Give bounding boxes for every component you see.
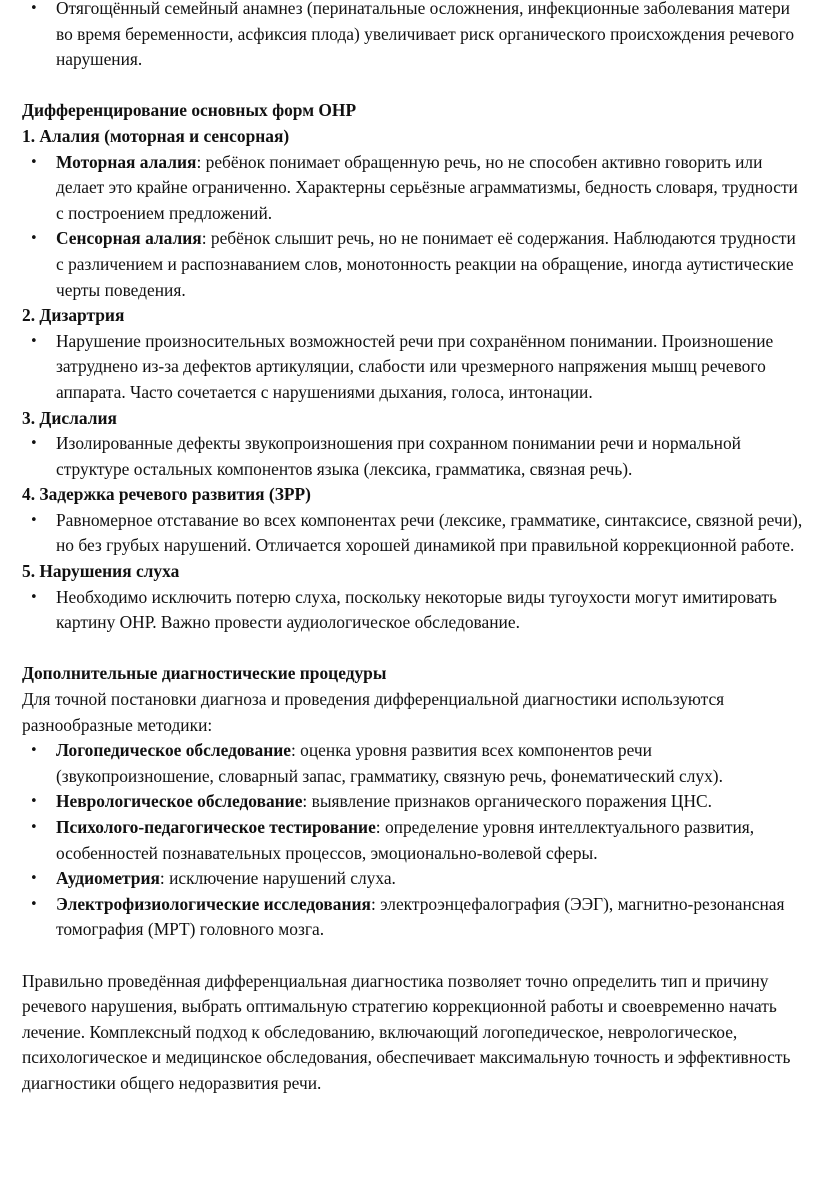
section-title-differentiation: Дифференцирование основных форм ОНР: [22, 100, 357, 121]
section-title-procedures: Дополнительные диагностические процедуры: [22, 663, 387, 684]
intro-list: [22, 0, 806, 73]
term: Моторная алалия: [56, 151, 197, 172]
list-item: • Моторная алалия: ребёнок понимает обращенную речь, но не способен активно говорить или делает это крайне ограниченно. Характерны серьёзные аграмматизмы, бедность словаря, трудности с построением предложений.: [22, 150, 806, 227]
term: Сенсорная алалия: [56, 228, 202, 249]
list-item: • Логопедическое обследование: оценка уровня развития всех компонентов речи (звукопроизношение, словарный запас, грамматику, связную речь, фонематический слух).: [22, 738, 806, 789]
alalia-list: [22, 150, 806, 304]
term: Электрофизиологические исследования: [56, 893, 371, 914]
list-item: • Сенсорная алалия: ребёнок слышит речь, но не понимает её содержания. Наблюдаются трудности с различением и распознаванием слов, монотонность реакции на обращение, иногда аутистические черты поведения.: [22, 226, 806, 303]
list-item: • Нарушение произносительных возможностей речи при сохранённом понимании. Произношение затруднено из-за дефектов артикуляции, слабости или чрезмерного напряжения мышц речевого аппарата. Часто сочетается с нарушениями дыхания, голоса, интонации.: [22, 329, 806, 406]
conclusion-paragraph: Правильно проведённая дифференциальная диагностика позволяет точно определить тип и причину речевого нарушения, выбрать оптимальную стратегию коррекционной работы и своевременно начать лечение. Комплексный подход к обследованию, включающий логопедическое, неврологическое, психологическое и медицинское обследования, обеспечивает максимальную точность и эффективность диагностики общего недоразвития речи.: [22, 970, 791, 1093]
list-item: • Аудиометрия: исключение нарушений слуха.: [22, 866, 806, 892]
list-item: • Психолого-педагогическое тестирование: определение уровня интеллектуального развития, особенностей познавательных процессов, эмоционально-волевой сферы.: [22, 815, 806, 866]
procedures-list: [22, 738, 806, 943]
zrr-list: [22, 508, 806, 559]
procedures-intro: Для точной постановки диагноза и проведения дифференциальной диагностики используются разнообразные методики:: [22, 689, 725, 735]
heading-zrr: 4. Задержка речевого развития (ЗРР): [22, 484, 311, 505]
term: Психолого-педагогическое тестирование: [56, 817, 376, 837]
dysarthria-list: [22, 329, 806, 406]
hearing-list: [22, 585, 806, 636]
term: Логопедическое обследование: [56, 740, 291, 761]
list-item: • Равномерное отставание во всех компонентах речи (лексике, грамматике, синтаксисе, связной речи), но без грубых нарушений. Отличается хорошей динамикой при правильной коррекционной работе.: [22, 508, 806, 559]
list-item: • Необходимо исключить потерю слуха, поскольку некоторые виды тугоухости могут имитировать картину ОНР. Важно провести аудиологическое обследование.: [22, 585, 806, 636]
dyslalia-list: [22, 431, 806, 482]
heading-alalia: 1. Алалия (моторная и сенсорная): [22, 125, 290, 146]
list-item: • Электрофизиологические исследования: электроэнцефалография (ЭЭГ), магнитно-резонансная томография (МРТ) головного мозга.: [22, 892, 806, 943]
list-item: • Изолированные дефекты звукопроизношения при сохранном понимании речи и нормальной структуре остальных компонентов языка (лексика, грамматика, связная речь).: [22, 431, 806, 482]
heading-hearing: 5. Нарушения слуха: [22, 561, 180, 582]
term: Аудиометрия: [56, 868, 160, 889]
heading-dysarthria: 2. Дизартрия: [22, 305, 125, 326]
term: Неврологическое обследование: [56, 791, 303, 812]
list-item: • Неврологическое обследование: выявление признаков органического поражения ЦНС.: [22, 789, 806, 815]
list-item: • Отягощённый семейный анамнез (перинатальные осложнения, инфекционные заболевания матери во время беременности, асфиксия плода) увеличивает риск органического происхождения речевого нарушения.: [22, 0, 806, 73]
heading-dyslalia: 3. Дислалия: [22, 407, 117, 428]
